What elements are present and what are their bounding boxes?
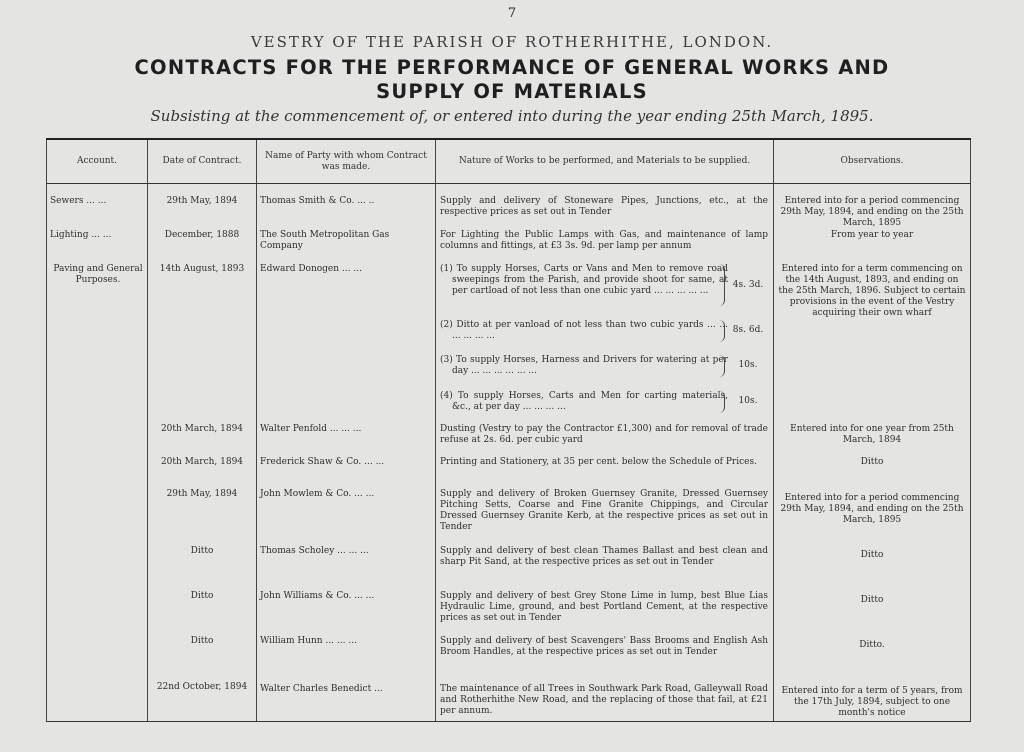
cell-nature: For Lighting the Public Lamps with Gas, and maintenance of lamp columns and fittings, at £3 3s. 9d. per lamp per annum	[440, 230, 768, 251]
item-price: 4s. 3d.	[732, 280, 764, 290]
cell-account: Lighting ... ...	[50, 230, 112, 240]
cell-observations: From year to year	[830, 230, 914, 240]
cell-observations: Entered into for a period commencing 29th May, 1894, and ending on the 25th March, 1895	[780, 196, 964, 228]
cell-observations: Ditto	[860, 550, 884, 560]
item-text: (2) Ditto at per vanload of not less than two cubic yards ... ... ... ... ... ...	[440, 320, 728, 341]
header-party: Name of Party with whom Contract was made.	[265, 150, 427, 172]
cell-nature: Supply and delivery of Stoneware Pipes, Junctions, etc., at the respective prices as set out in Tender	[440, 196, 768, 217]
cell-party: John Williams & Co. ... ...	[260, 591, 375, 601]
brace	[718, 391, 725, 413]
cell-observations: Ditto	[860, 457, 884, 467]
header-nature: Nature of Works to be performed, and Materials to be supplied.	[458, 156, 751, 166]
document-title	[0, 56, 1024, 104]
cell-party: Thomas Scholey ... ... ...	[260, 546, 369, 556]
page-number: 7	[507, 6, 517, 21]
header-rule	[46, 183, 971, 184]
header-observations: Observations.	[840, 156, 904, 166]
item-price: 8s. 6d.	[732, 325, 764, 335]
cell-nature: Supply and delivery of best Scavengers' Bass Brooms and English Ash Broom Handles, at the respective prices as set out in Tender	[440, 636, 768, 657]
cell-date: 20th March, 1894	[160, 424, 244, 434]
column-divider	[435, 140, 436, 722]
brace	[718, 264, 725, 306]
cell-party: William Hunn ... ... ...	[260, 636, 357, 646]
cell-party: Edward Donogen ... ...	[260, 264, 362, 274]
subtitle: Subsisting at the commencement of, or entered into during the year ending 25th March, 1895.	[150, 107, 874, 125]
brace	[718, 355, 725, 377]
cell-party: John Mowlem & Co. ... ...	[260, 489, 375, 499]
column-divider	[256, 140, 257, 722]
cell-party: Frederick Shaw & Co. ... ...	[260, 457, 385, 467]
brace	[718, 320, 725, 342]
item-text: (3) To supply Horses, Harness and Drivers for watering at per day ... ... ... ... ... ...	[440, 355, 728, 376]
cell-observations: Ditto.	[859, 640, 885, 650]
header-account: Account.	[76, 156, 118, 166]
cell-nature: Supply and delivery of best clean Thames Ballast and best clean and sharp Pit Sand, at the respective prices as set out in Tender	[440, 546, 768, 567]
cell-date: December, 1888	[164, 230, 240, 240]
cell-account: Sewers ... ...	[50, 196, 107, 206]
cell-nature: Printing and Stationery, at 35 per cent. below the Schedule of Prices.	[440, 457, 757, 467]
cell-date: Ditto	[190, 591, 214, 601]
cell-date: 29th May, 1894	[166, 489, 238, 499]
vestry-heading: VESTRY OF THE PARISH OF ROTHERHITHE, LONDON.	[250, 33, 774, 51]
cell-observations: Ditto	[860, 595, 884, 605]
table-border-right	[970, 140, 971, 722]
cell-date: 22nd October, 1894	[156, 682, 248, 692]
cell-party: Walter Penfold ... ... ...	[260, 424, 362, 434]
cell-nature: Supply and delivery of best Grey Stone Lime in lump, best Blue Lias Hydraulic Lime, ground, and best Portland Cement, at the respective prices as set out in Tender	[440, 591, 768, 623]
cell-nature: Supply and delivery of Broken Guernsey Granite, Dressed Guernsey Pitching Setts, Coarse and Fine Granite Chippings, and Circular Dressed Guernsey Granite Kerb, at the respective prices as set out in Tender	[440, 489, 768, 532]
cell-date: 29th May, 1894	[166, 196, 238, 206]
table-border-left	[46, 140, 47, 722]
cell-date: Ditto	[190, 546, 214, 556]
item-price: 10s.	[738, 360, 758, 370]
item-price: 10s.	[738, 396, 758, 406]
cell-date: 14th August, 1893	[159, 264, 245, 274]
cell-party: Thomas Smith & Co. ... ..	[260, 196, 375, 206]
column-divider	[147, 140, 148, 722]
cell-observations: Entered into for a term commencing on the 14th August, 1893, and ending on the 25th March, 1896. Subject to certain provisions in the event of the Vestry acquiring their own wharf	[778, 264, 966, 318]
cell-observations: Entered into for one year from 25th March, 1894	[790, 424, 954, 445]
cell-date: Ditto	[190, 636, 214, 646]
cell-nature: Dusting (Vestry to pay the Contractor £1,300) and for removal of trade refuse at 2s. 6d. per cubic yard	[440, 424, 768, 445]
column-divider	[773, 140, 774, 722]
cell-observations: Entered into for a period commencing 29th May, 1894, and ending on the 25th March, 1895	[780, 493, 964, 525]
title-line-2: SUPPLY OF MATERIALS	[376, 80, 648, 103]
cell-date: 20th March, 1894	[160, 457, 244, 467]
header-date: Date of Contract.	[162, 156, 242, 166]
title-line-1: CONTRACTS FOR THE PERFORMANCE OF GENERAL WORKS AND	[134, 56, 890, 79]
cell-observations: Entered into for a term of 5 years, from the 17th July, 1894, subject to one month's notice	[781, 686, 963, 718]
cell-party: The South Metropolitan Gas Company	[260, 230, 390, 251]
cell-nature: The maintenance of all Trees in Southwark Park Road, Galleywall Road and Rotherhithe New Road, and the replacing of those that fail, at £21 per annum.	[440, 684, 768, 716]
item-text: (1) To supply Horses, Carts or Vans and Men to remove road sweepings from the Parish, and provide shoot for same, at per cartload of not less than one cubic yard ... ... ... ... ...	[440, 264, 728, 296]
cell-account: Paving and General Purposes.	[53, 264, 143, 285]
cell-party: Walter Charles Benedict ...	[260, 684, 383, 694]
item-text: (4) To supply Horses, Carts and Men for carting materials, &c., at per day ... ... ... ...	[440, 391, 728, 412]
table-bottom-rule	[46, 721, 971, 722]
